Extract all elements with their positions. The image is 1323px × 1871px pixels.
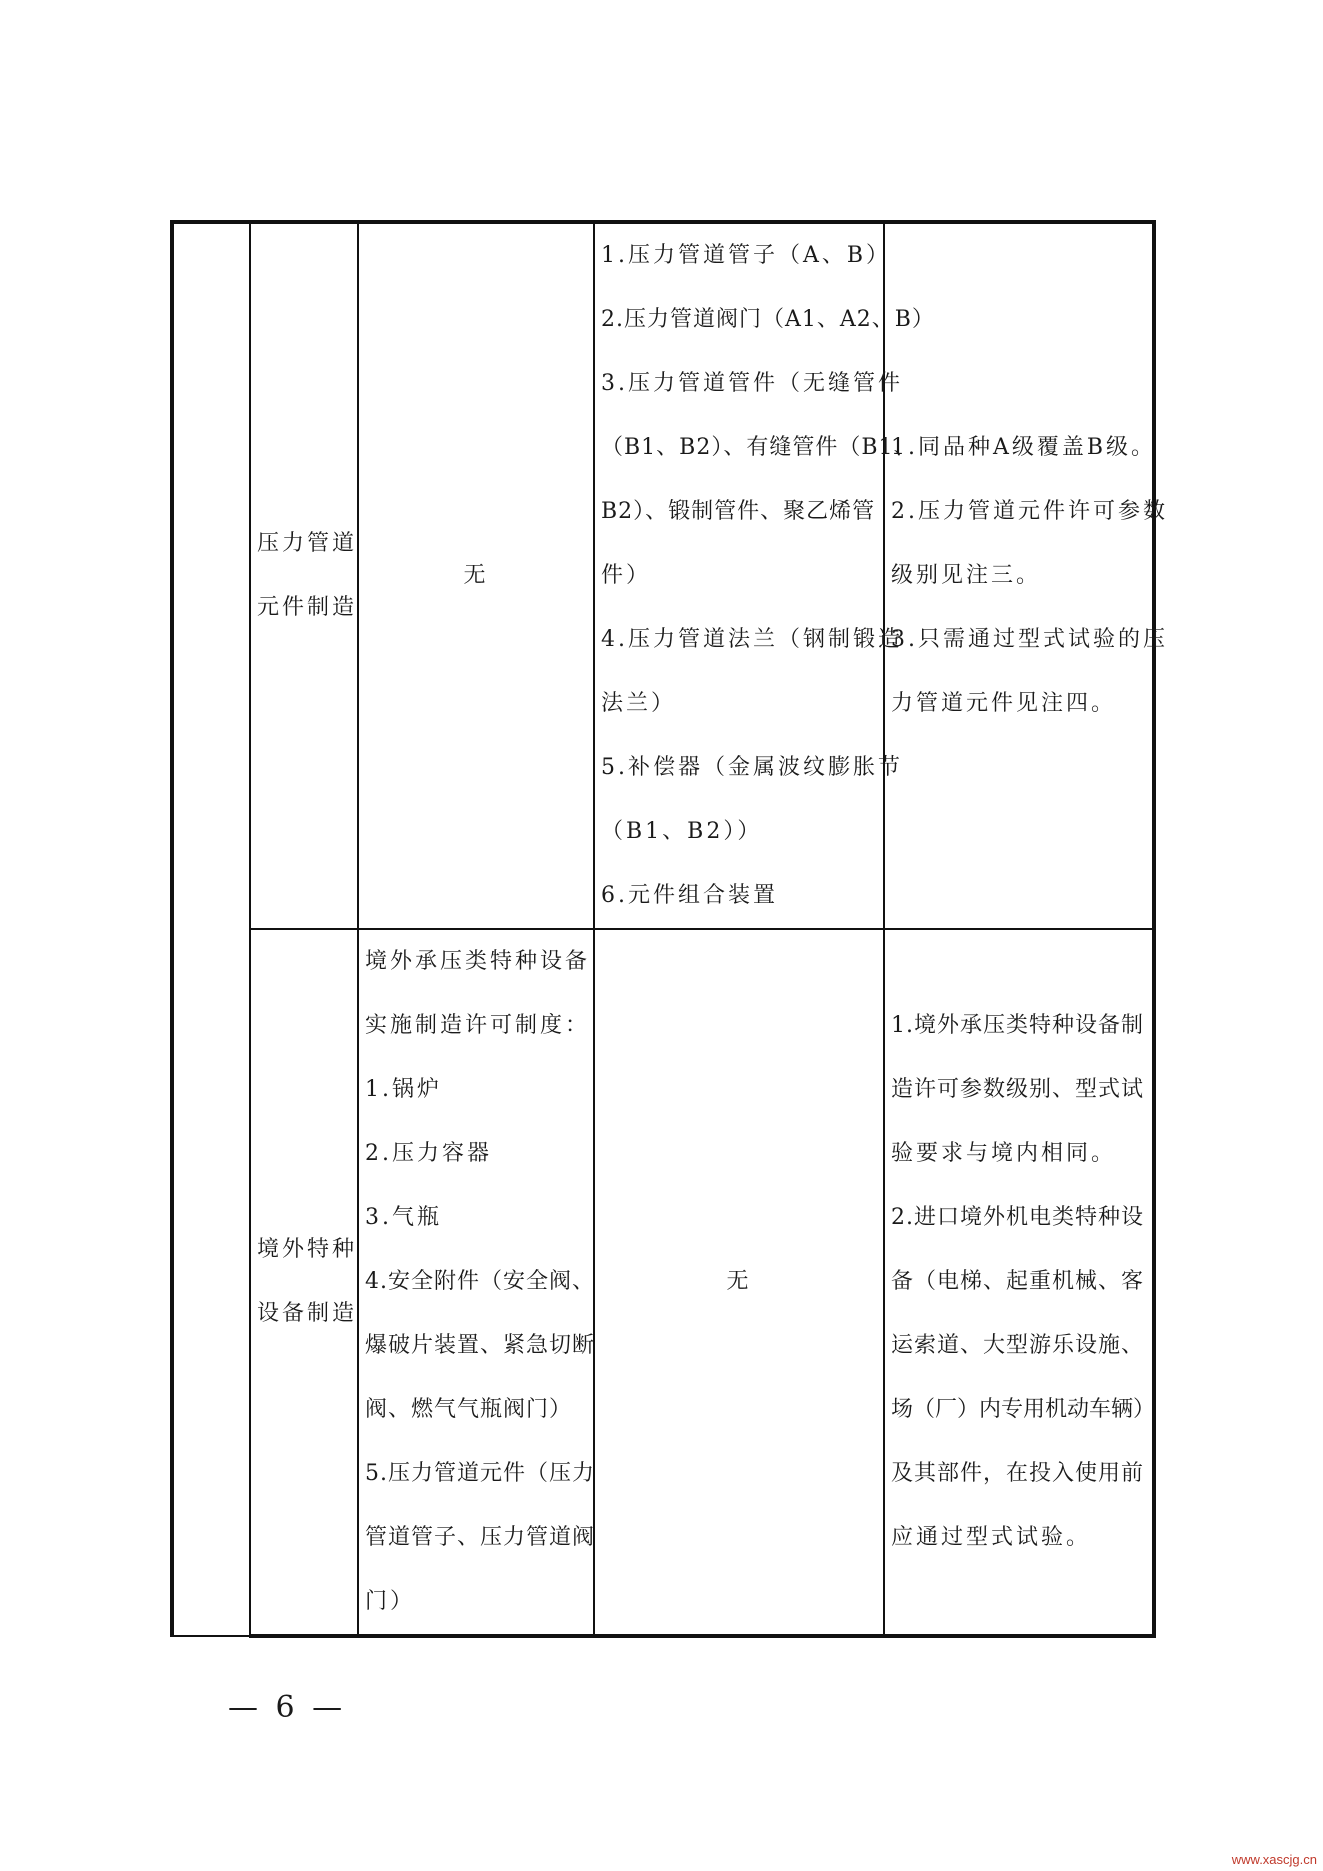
- column-a-cell: [358, 929, 594, 1636]
- list-item: 件）: [601, 563, 652, 588]
- category-text: 境外特种: [257, 1237, 358, 1262]
- note-line: 1.同品种A级覆盖B级。: [891, 435, 1157, 460]
- category-text: 压力管道: [257, 531, 358, 556]
- note-line: 2.压力管道元件许可参数: [891, 499, 1168, 524]
- list-item: 4.安全附件（安全阀、: [365, 1269, 595, 1294]
- list-item: 爆破片装置、紧急切断: [365, 1333, 596, 1358]
- list-item: 境外承压类特种设备: [365, 949, 591, 974]
- site-watermark: www.xascjg.cn: [1231, 1852, 1317, 1867]
- list-item: （B1、B2））: [601, 819, 763, 844]
- note-line: 力管道元件见注四。: [891, 691, 1117, 716]
- category-cell: [250, 929, 358, 1636]
- note-line: 应通过型式试验。: [891, 1525, 1092, 1550]
- list-item: 实施制造许可制度：: [365, 1013, 591, 1038]
- list-item: 6.元件组合装置: [601, 883, 778, 908]
- column-b-text: 无: [726, 1269, 752, 1294]
- note-line: 备（电梯、起重机械、客: [891, 1269, 1145, 1294]
- note-line: 造许可参数级别、型式试: [891, 1077, 1145, 1102]
- category-text: 元件制造: [257, 595, 358, 620]
- note-line: 验要求与境内相同。: [891, 1141, 1117, 1166]
- note-line: 及其部件，在投入使用前: [891, 1461, 1145, 1486]
- list-item: 门）: [365, 1589, 416, 1614]
- category-cell: [250, 222, 358, 929]
- list-item: （B1、B2）、有缝管件（B1、: [601, 435, 917, 460]
- list-item: 3.压力管道管件（无缝管件: [601, 371, 903, 396]
- merged-left-cell: [172, 222, 250, 1636]
- list-item: 阀、燃气气瓶阀门）: [365, 1397, 573, 1422]
- page-number: — 6 —: [228, 1690, 347, 1725]
- list-item: 法兰）: [601, 691, 677, 716]
- column-b-cell: [594, 222, 935, 929]
- list-item: B2）、锻制管件、聚乙烯管: [601, 499, 876, 524]
- list-item: 4.压力管道法兰（钢制锻造: [601, 627, 903, 652]
- note-line: 2.进口境外机电类特种设: [891, 1205, 1144, 1230]
- note-line: 场（厂）内专用机动车辆）: [891, 1397, 1156, 1422]
- note-line: 级别见注三。: [891, 563, 1042, 588]
- list-item: 5.补偿器（金属波纹膨胀节: [601, 755, 903, 780]
- list-item: 2.压力管道阀门（A1、A2、B）: [601, 307, 935, 332]
- note-line: 1.境外承压类特种设备制: [891, 1013, 1144, 1038]
- list-item: 3.气瓶: [365, 1205, 442, 1230]
- list-item: 2.压力容器: [365, 1141, 492, 1166]
- notes-cell: [884, 929, 1154, 1636]
- table-row: [172, 222, 1154, 929]
- list-item: 1.锅炉: [365, 1077, 442, 1102]
- note-line: 运索道、大型游乐设施、: [891, 1333, 1145, 1358]
- note-line: 3.只需通过型式试验的压: [891, 627, 1168, 652]
- category-text: 设备制造: [257, 1301, 358, 1326]
- list-item: 管道管子、压力管道阀: [365, 1525, 596, 1550]
- column-a-cell: [358, 222, 594, 929]
- column-b-cell: [594, 929, 884, 1636]
- regulation-table: [170, 220, 1168, 1638]
- column-a-text: 无: [463, 563, 489, 588]
- list-item: 1.压力管道管子（A、B）: [601, 243, 892, 268]
- table-row: [172, 929, 1154, 1636]
- list-item: 5.压力管道元件（压力: [365, 1461, 595, 1486]
